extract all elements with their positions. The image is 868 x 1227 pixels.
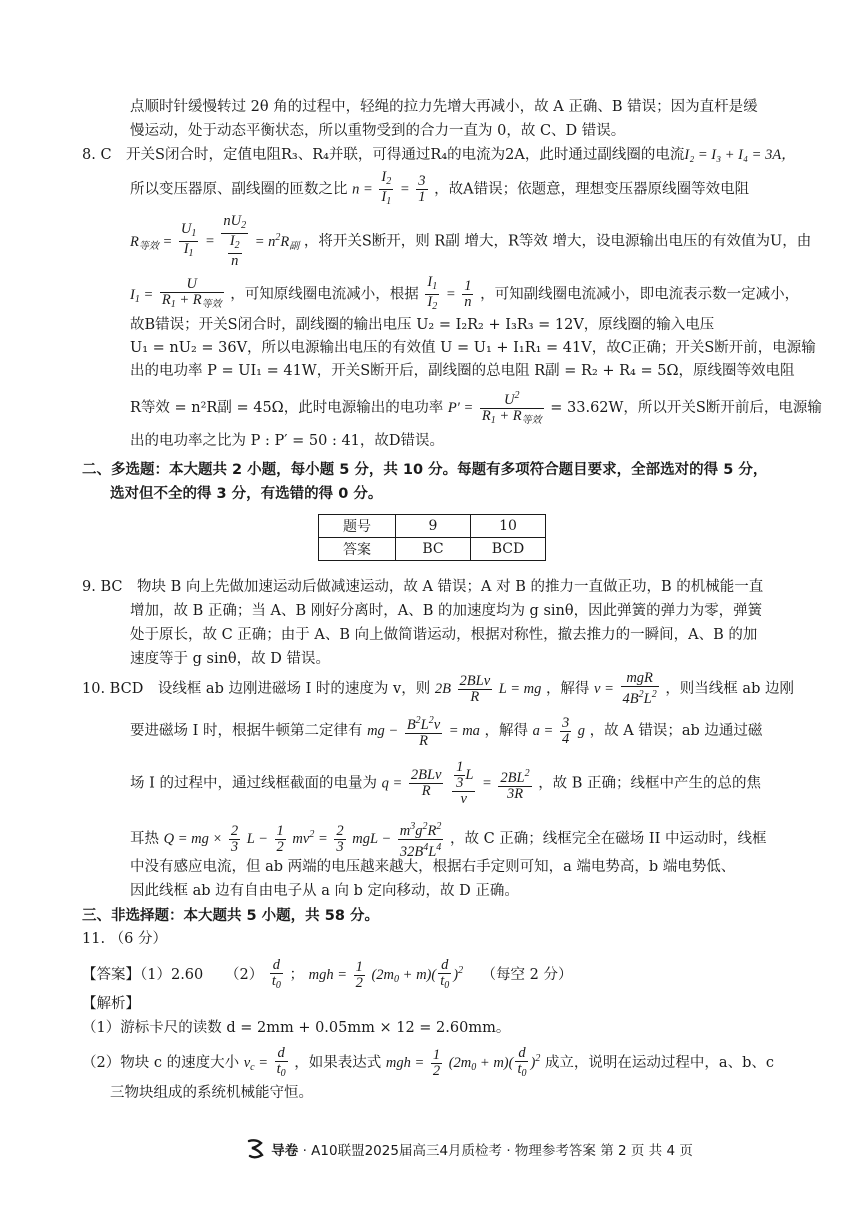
q8-line: 出的电功率 P = UI₁ = 41W，开关S断开后，副线圈的总电阻 R副 = R₂ + R₄ = 5Ω，原线圈等效电阻 [130,363,795,379]
fraction: $\frac{B^2L^2v}{R}$ [406,715,441,749]
fraction: $\frac{d}{t_0}$ [271,956,281,991]
section-heading: 三、非选择题：本大题共 5 小题，共 58 分。 [82,908,379,924]
fraction: $\frac{2}{3}$ [336,822,344,855]
fraction: $\frac{3}{1}$ [418,173,426,205]
q8-line: $R_{等效}$ = $\frac{U_1}{I_1}$ = $\frac{nU_2}{\frac{I_2}{n}}$ = $n^2R_副$ ，将开关S断开，则 R副 增大，R等效 增大，设电源输出电压的有效值为U，由 [130,213,812,269]
answer-table [318,514,546,561]
q8-line: R等效 = n²R副 = 45Ω，此时电源输出的电功率 P′ = $\frac{U^2}{R_1 + R_{等效}}$ = 33.62W，所以开关S断开前后，电源输 [130,390,822,426]
table-cell: BC [396,538,471,561]
q8-line: 出的电功率之比为 P : P′ = 50 : 41，故D错误。 [130,433,445,449]
fraction: $\frac{1}{3}$ L v [452,760,475,807]
brand-name: 导卷 [271,1143,299,1159]
q9-line: 9. BC 物块 B 向上先做加速运动后做减速运动，故 A 错误；A 对 B 的推力一直做正功，B 的机械能一直 [82,579,764,595]
fraction: $\frac{U_1}{I_1}$ [180,221,197,259]
fraction: $\frac{1}{2}$ [432,1046,441,1079]
q10-line: 因此线框 ab 边有自由电子从 a 向 b 定向移动，故 D 正确。 [130,883,519,899]
fraction: $\frac{\text{mgR}}{4B^2L^2}$ [622,670,657,707]
fraction: $\frac{d}{t_0}$ [276,1044,286,1079]
fraction: $\frac{I_1}{I_2}$ [427,274,438,312]
q9-line: 速度等于 g sinθ，故 D 错误。 [130,651,330,667]
section-heading: 选对但不全的得 3 分，有选错的得 0 分。 [110,486,383,502]
q10-line: 要进磁场 I 时，根据牛顿第二定律有 mg − $\frac{B^2L^2v}{R}$ = ma ，解得 a = $\frac{3}{4}$ g ，故 A 错误；ab 边通过磁 [130,714,763,749]
fraction: $\frac{U^2}{R_1 + R_{等效}}$ [481,390,542,426]
table-row [319,515,546,538]
answer-line: 【答案】（1）2.60 （2） $\frac{d}{t_0}$ ； mgh = $\frac{1}{2}$ $(2m_0 + m)$( $\frac{d}{t_0}$ )$^2$ （每空 2 分） [82,956,573,991]
analysis-line: 三物块组成的系统机械能守恒。 [110,1085,313,1101]
brand-logo-icon [245,1138,267,1160]
table-row [319,538,546,561]
fraction: $\frac{d}{t_0}$ [517,1044,527,1079]
analysis-line: （1）游标卡尺的读数 d = 2mm + 0.05mm × 12 = 2.60mm。 [82,1020,511,1036]
fraction: $\frac{\text{2BLv}}{R}$ [459,672,491,705]
text-line: 点顺时针缓慢转过 2θ 角的过程中，轻绳的拉力先增大再减小，故 A 正确、B 错误；因为直杆是缓 [130,99,758,115]
fraction: $\frac{nU_2}{\frac{I_2}{n}}$ [223,213,247,269]
fraction: $\frac{m^3g^2R^2}{32B^4L^4}$ [399,820,442,860]
fraction: $\frac{d}{t_0}$ [440,956,450,991]
table-cell: 题号 [319,515,396,538]
fraction: $\frac{\text{2BLv}}{R}$ [410,767,442,799]
fraction: $\frac{2}{3}$ [230,822,239,855]
fraction: $\frac{U}{R_1 + R_{等效}}$ [161,276,222,310]
footer-text: · A10联盟2025届高三4月质检考 · 物理参考答案 第 2 页 共 4 页 [302,1143,693,1159]
page-footer [245,1138,693,1160]
q8-line: 故B错误；开关S闭合时，副线圈的输出电压 U₂ = I₂R₂ + I₃R₃ = 12V，原线圈的输入电压 [130,317,715,333]
q9-line: 处于原长，故 C 正确；由于 A、B 向上做简谐运动，根据对称性，撤去推力的一瞬间，A、B 的加 [130,627,758,643]
table-cell: 9 [396,515,471,538]
table-cell: 10 [471,515,546,538]
q8-line: 8. C 开关S闭合时，定值电阻R₃、R₄并联，可得通过R₄的电流为2A，此时通过副线圈的电流I₂ = I₃ + I₄ = 3A， [82,147,796,163]
text-line: 慢运动，处于动态平衡状态，所以重物受到的合力一直为 0，故 C、D 错误。 [130,123,626,139]
analysis-line: （2）物块 c 的速度大小 $v_c$ = $\frac{d}{t_0}$ ，如果表达式 mgh = $\frac{1}{2}$ $(2m_0 + m)$( $\frac{d}{t_0}$ )$^2$ 成立，说明在运动过程中，a、b、c [82,1044,774,1079]
q10-line: 耳热 Q = mg × $\frac{2}{3}$ L − $\frac{1}{2}$ $mv^2$ = $\frac{2}{3}$ mgL − $\frac{m^3g^2R^2}{32B^4L^4}$ ，故 C 正确；线框完全在磁场 II 中运动时，线框 [130,820,767,860]
q8-line: U₁ = nU₂ = 36V，所以电源输出电压的有效值 U = U₁ + I₁R₁ = 41V，故C正确；开关S断开前，电源输 [130,340,816,356]
q9-line: 增加，故 B 正确；当 A、B 刚好分离时，A、B 的加速度均为 g sinθ，因此弹簧的弹力为零，弹簧 [130,603,763,619]
fraction: $\frac{2BL^2}{3R}$ [500,767,530,802]
table-cell: BCD [471,538,546,561]
q10-line: 中没有感应电流，但 ab 两端的电压越来越大，根据右手定则可知，a 端电势高，b 端电势低、 [130,859,736,875]
q8-line: $I_1$ = $\frac{U}{R_1 + R_{等效}}$ ，可知原线圈电流减小，根据 $\frac{I_1}{I_2}$ = $\frac{1}{n}$ ，可知副线圈电流减小，即电流表示数一定减小， [130,274,800,312]
analysis-heading: 【解析】 [82,996,140,1012]
q8-line: 所以变压器原、副线圈的匝数之比 n = $\frac{I_2}{I_1}$ = $\frac{3}{1}$ ，故A错误；依题意，理想变压器原线圈等效电阻 [130,169,750,207]
q10-line: 场 I 的过程中，通过线框截面的电量为 q = $\frac{\text{2BLv}}{R}$ $\frac{1}{3}$ L v = $\frac{2BL^2}{3R}$ ，故 B 正确；线框中产生的总的焦 [130,759,762,807]
section-heading: 二、多选题：本大题共 2 小题，每小题 5 分，共 10 分。每题有多项符合题目要求，全部选对的得 5 分， [82,462,768,478]
fraction: $\frac{3}{4}$ [561,714,570,747]
q10-line: 10. BCD 设线框 ab 边刚进磁场 I 时的速度为 v，则 2B $\frac{\text{2BLv}}{R}$ L = mg ，解得 v = $\frac{\text{mgR}}{4B^2L^2}$ ，则当线框 ab 边刚 [82,670,794,707]
fraction: $\frac{I_2}{I_1}$ [381,169,392,207]
table-cell: 答案 [319,538,396,561]
question-number: 11. （6 分） [82,931,168,947]
fraction: $\frac{1}{2}$ [355,958,363,991]
fraction: $\frac{1}{n}$ [464,278,472,310]
fraction: $\frac{1}{2}$ [276,822,284,855]
